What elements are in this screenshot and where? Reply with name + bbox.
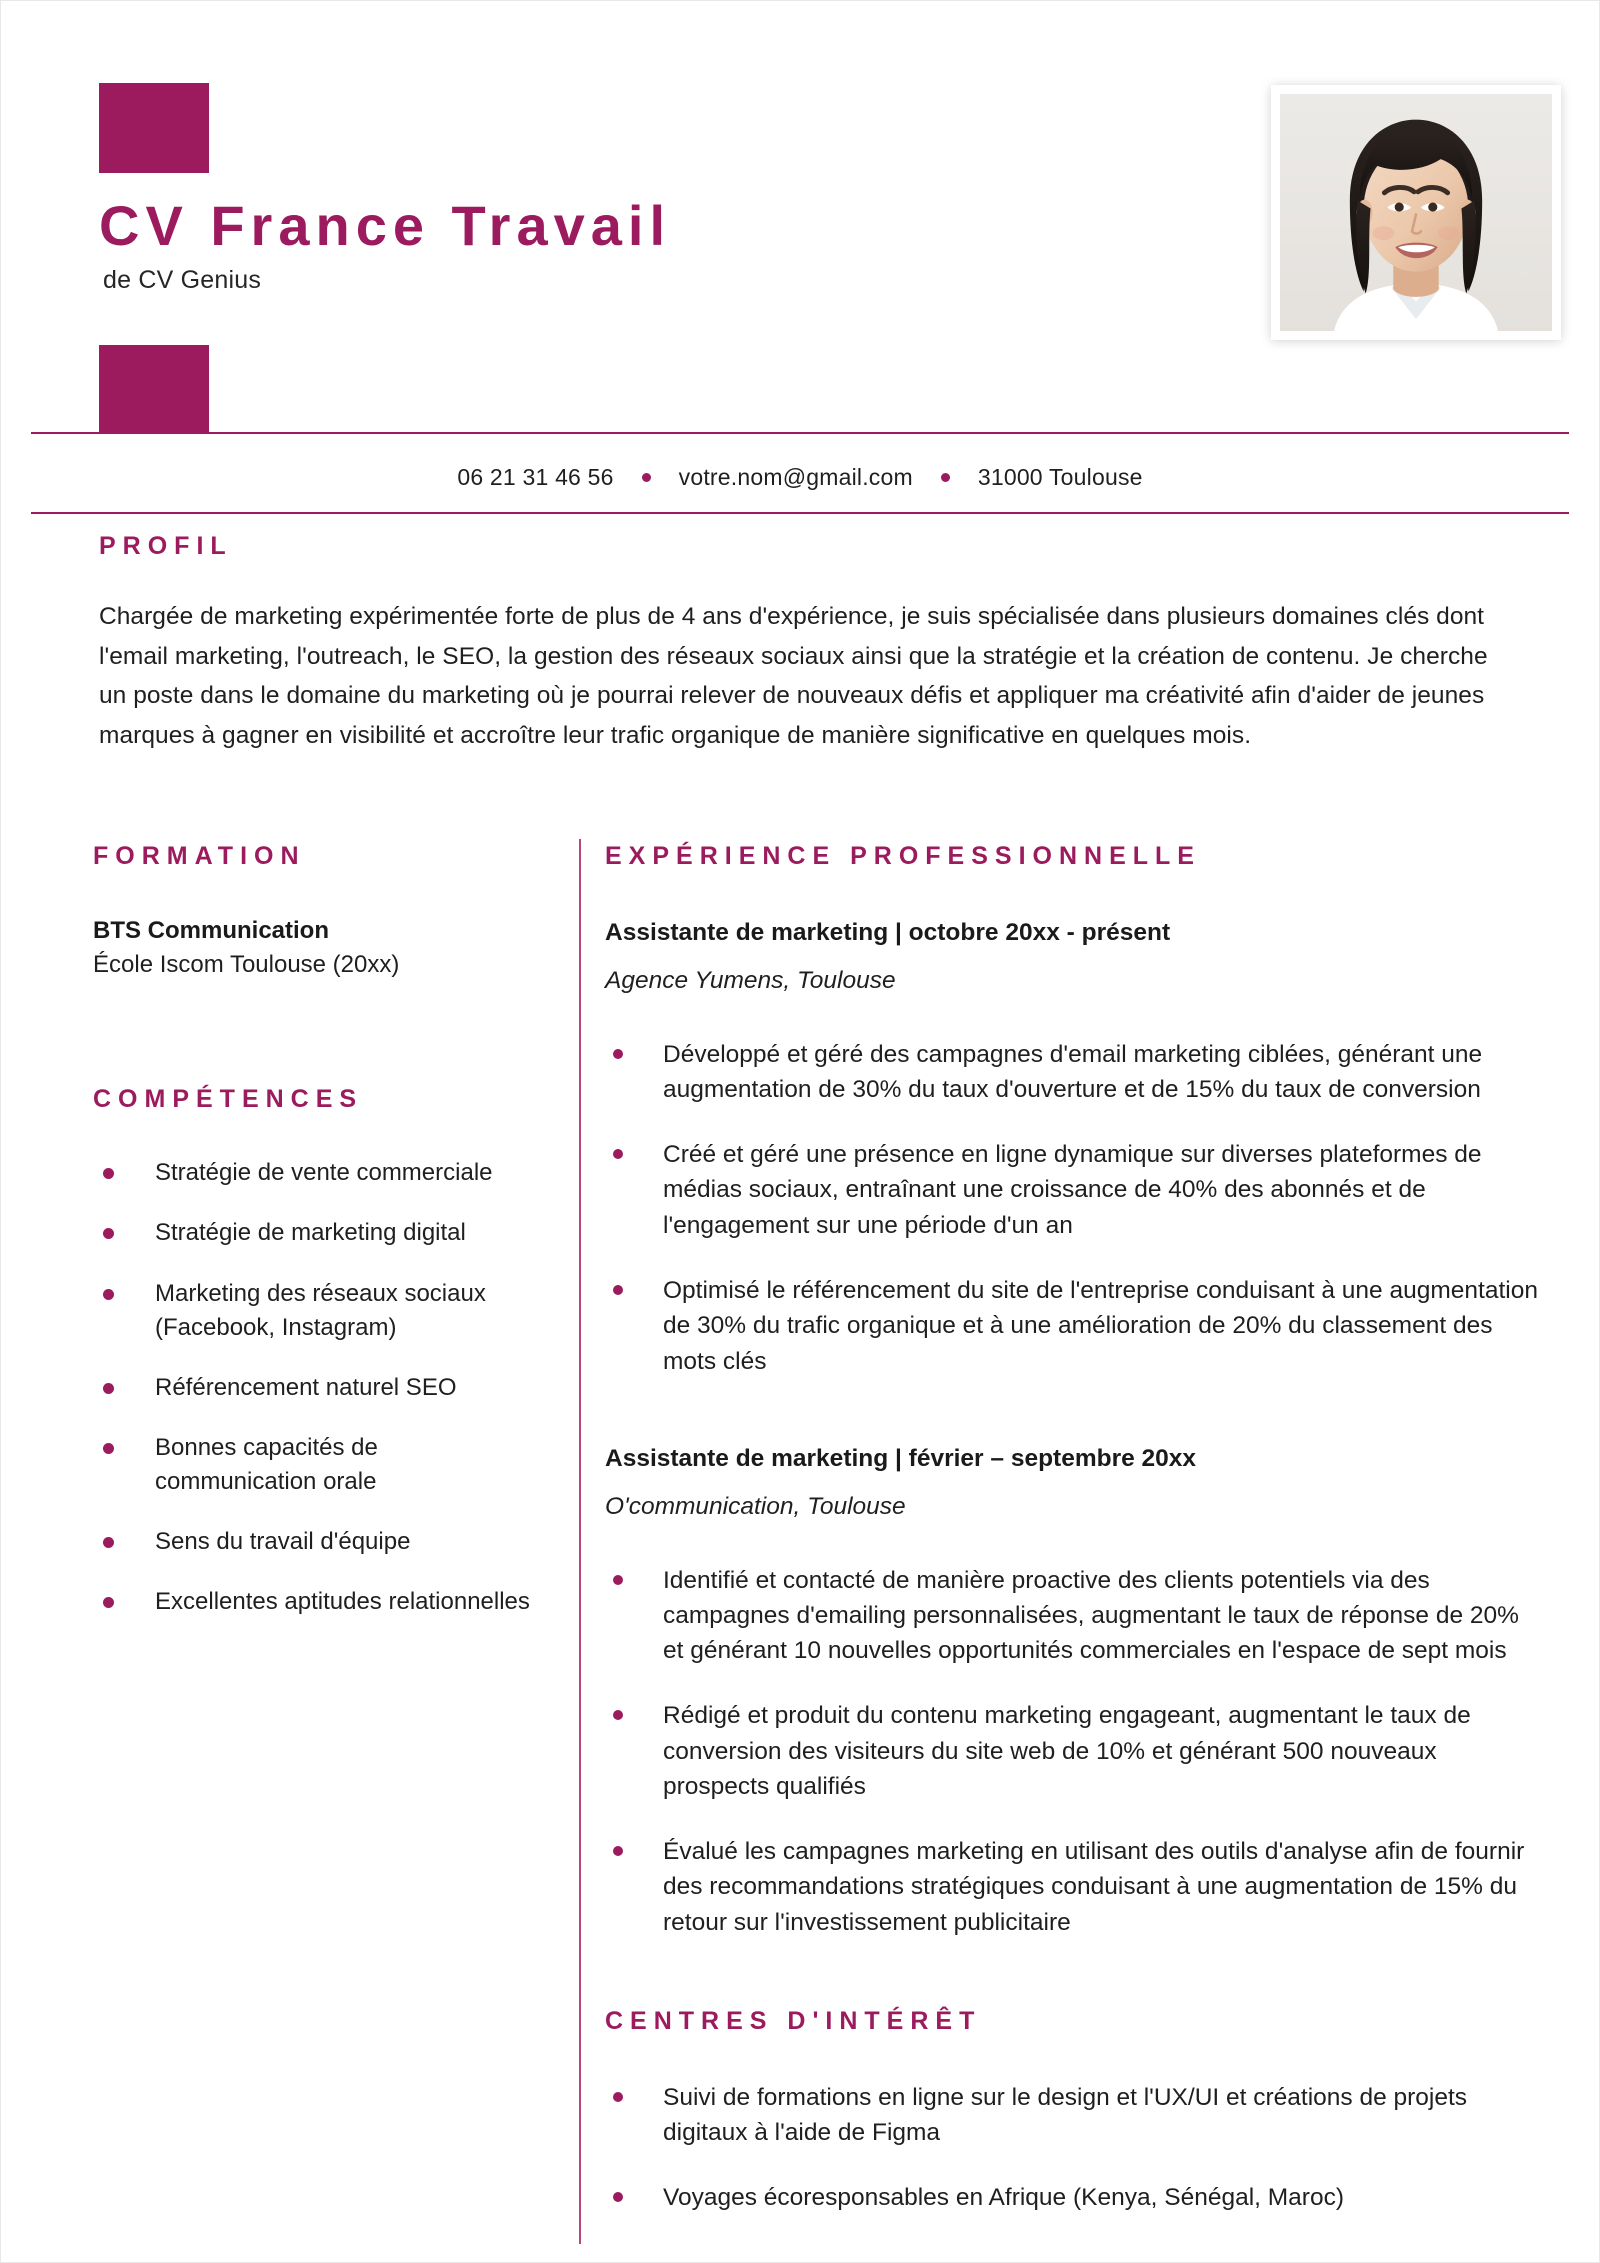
job-company: O'communication, Toulouse: [605, 1492, 906, 1520]
list-item: Développé et géré des campagnes d'email marketing ciblées, générant une augmentation de 30% du taux d'ouverture et de 15% du taux de conversion: [605, 1037, 1541, 1108]
skills-list: [93, 1156, 533, 1619]
profile-photo-frame: [1271, 85, 1561, 340]
list-item: Optimisé le référencement du site de l'entreprise conduisant à une augmentation de 30% du trafic organique et à une amélioration de 20% du classement des mots clés: [605, 1273, 1541, 1379]
profil-section: [99, 531, 1511, 756]
interests-list: [605, 2080, 1541, 2216]
formation-section: [93, 841, 533, 980]
education-degree: BTS Communication: [93, 917, 330, 944]
job-company: Agence Yumens, Toulouse: [605, 966, 896, 994]
profil-text: Chargée de marketing expérimentée forte de plus de 4 ans d'expérience, je suis spécialisée dans plusieurs domaines clés dont l'email marketing, l'outreach, le SEO, la gestion des réseaux sociaux ainsi que la stratégie et la création de contenu. Je cherche un poste dans le domaine du marketing où je pourrai relever de nouveaux défis et appliquer ma créativité afin d'aider de jeunes marques à gagner en visibilité et accroître leur trafic organique de manière significative en quelques mois.: [99, 603, 1488, 750]
contact-separator-dot: [642, 473, 651, 482]
column-divider: [579, 839, 581, 2244]
interets-section: [605, 2006, 1541, 2216]
header-divider-top: [31, 432, 1569, 434]
contact-email[interactable]: votre.nom@gmail.com: [678, 463, 913, 490]
list-item: Excellentes aptitudes relationnelles: [93, 1585, 533, 1619]
list-item: Identifié et contacté de manière proactive des clients potentiels via des campagnes d'emailing personnalisées, augmentant le taux de réponse de 20% et générant 10 nouvelles opportunités commerciales en l'espace de sept mois: [605, 1563, 1541, 1669]
right-column: [605, 841, 1541, 2246]
profil-heading: PROFIL: [99, 532, 233, 560]
job-spacer: [605, 1409, 1541, 1443]
contact-phone[interactable]: 06 21 31 46 56: [457, 463, 614, 490]
accent-block-top: [99, 83, 209, 173]
competences-heading: COMPÉTENCES: [93, 1085, 364, 1114]
cv-title: CV France Travail: [99, 194, 672, 257]
contact-bar: [1, 448, 1599, 506]
accent-block-bottom: [99, 345, 209, 433]
list-item: Suivi de formations en ligne sur le design et l'UX/UI et créations de projets digitaux à l'aide de Figma: [605, 2080, 1541, 2151]
experience-heading: EXPÉRIENCE PROFESSIONNELLE: [605, 842, 1201, 870]
cv-subtitle: de CV Genius: [103, 265, 262, 294]
job-entry: [605, 917, 1541, 1379]
left-column: [93, 841, 533, 1645]
job-bullets: [605, 1037, 1541, 1379]
list-item: Rédigé et produit du contenu marketing engageant, augmentant le taux de conversion des visiteurs du site web de 10% et générant 500 nouveaux prospects qualifiés: [605, 1698, 1541, 1804]
list-item: Créé et géré une présence en ligne dynamique sur diverses plateformes de médias sociaux, entraînant une croissance de 40% des abonnés et de l'engagement sur une période d'un an: [605, 1137, 1541, 1243]
list-item: Stratégie de vente commerciale: [93, 1156, 533, 1190]
list-item: Bonnes capacités de communication orale: [93, 1431, 533, 1499]
profile-photo: [1280, 94, 1552, 331]
job-title: Assistante de marketing | février – septembre 20xx: [605, 1444, 1197, 1472]
list-item: Évalué les campagnes marketing en utilisant des outils d'analyse afin de fournir des recommandations stratégiques conduisant à une augmentation de 15% du retour sur l'investissement publicitaire: [605, 1834, 1541, 1940]
interets-heading: CENTRES D'INTÉRÊT: [605, 2006, 982, 2035]
job-title: Assistante de marketing | octobre 20xx - présent: [605, 919, 1171, 946]
contact-location: 31000 Toulouse: [977, 463, 1143, 490]
headshot-illustration: [1280, 94, 1552, 331]
columns-container: [1, 821, 1599, 2262]
cv-header: [1, 1, 1599, 391]
contact-separator-dot: [941, 473, 950, 482]
list-item: Voyages écoresponsables en Afrique (Kenya, Sénégal, Maroc): [605, 2180, 1541, 2215]
education-school: École Iscom Toulouse (20xx): [93, 951, 400, 979]
experience-section: [605, 841, 1541, 1940]
job-entry: [605, 1443, 1541, 1940]
list-item: Sens du travail d'équipe: [93, 1525, 533, 1559]
competences-section: [93, 1084, 533, 1619]
education-entry: [93, 915, 533, 980]
formation-heading: FORMATION: [93, 842, 306, 870]
list-item: Stratégie de marketing digital: [93, 1216, 533, 1250]
list-item: Marketing des réseaux sociaux (Facebook, Instagram): [93, 1277, 533, 1345]
job-bullets: [605, 1563, 1541, 1940]
list-item: Référencement naturel SEO: [93, 1371, 533, 1405]
name-block: [99, 194, 1099, 295]
header-divider-bottom: [31, 512, 1569, 514]
